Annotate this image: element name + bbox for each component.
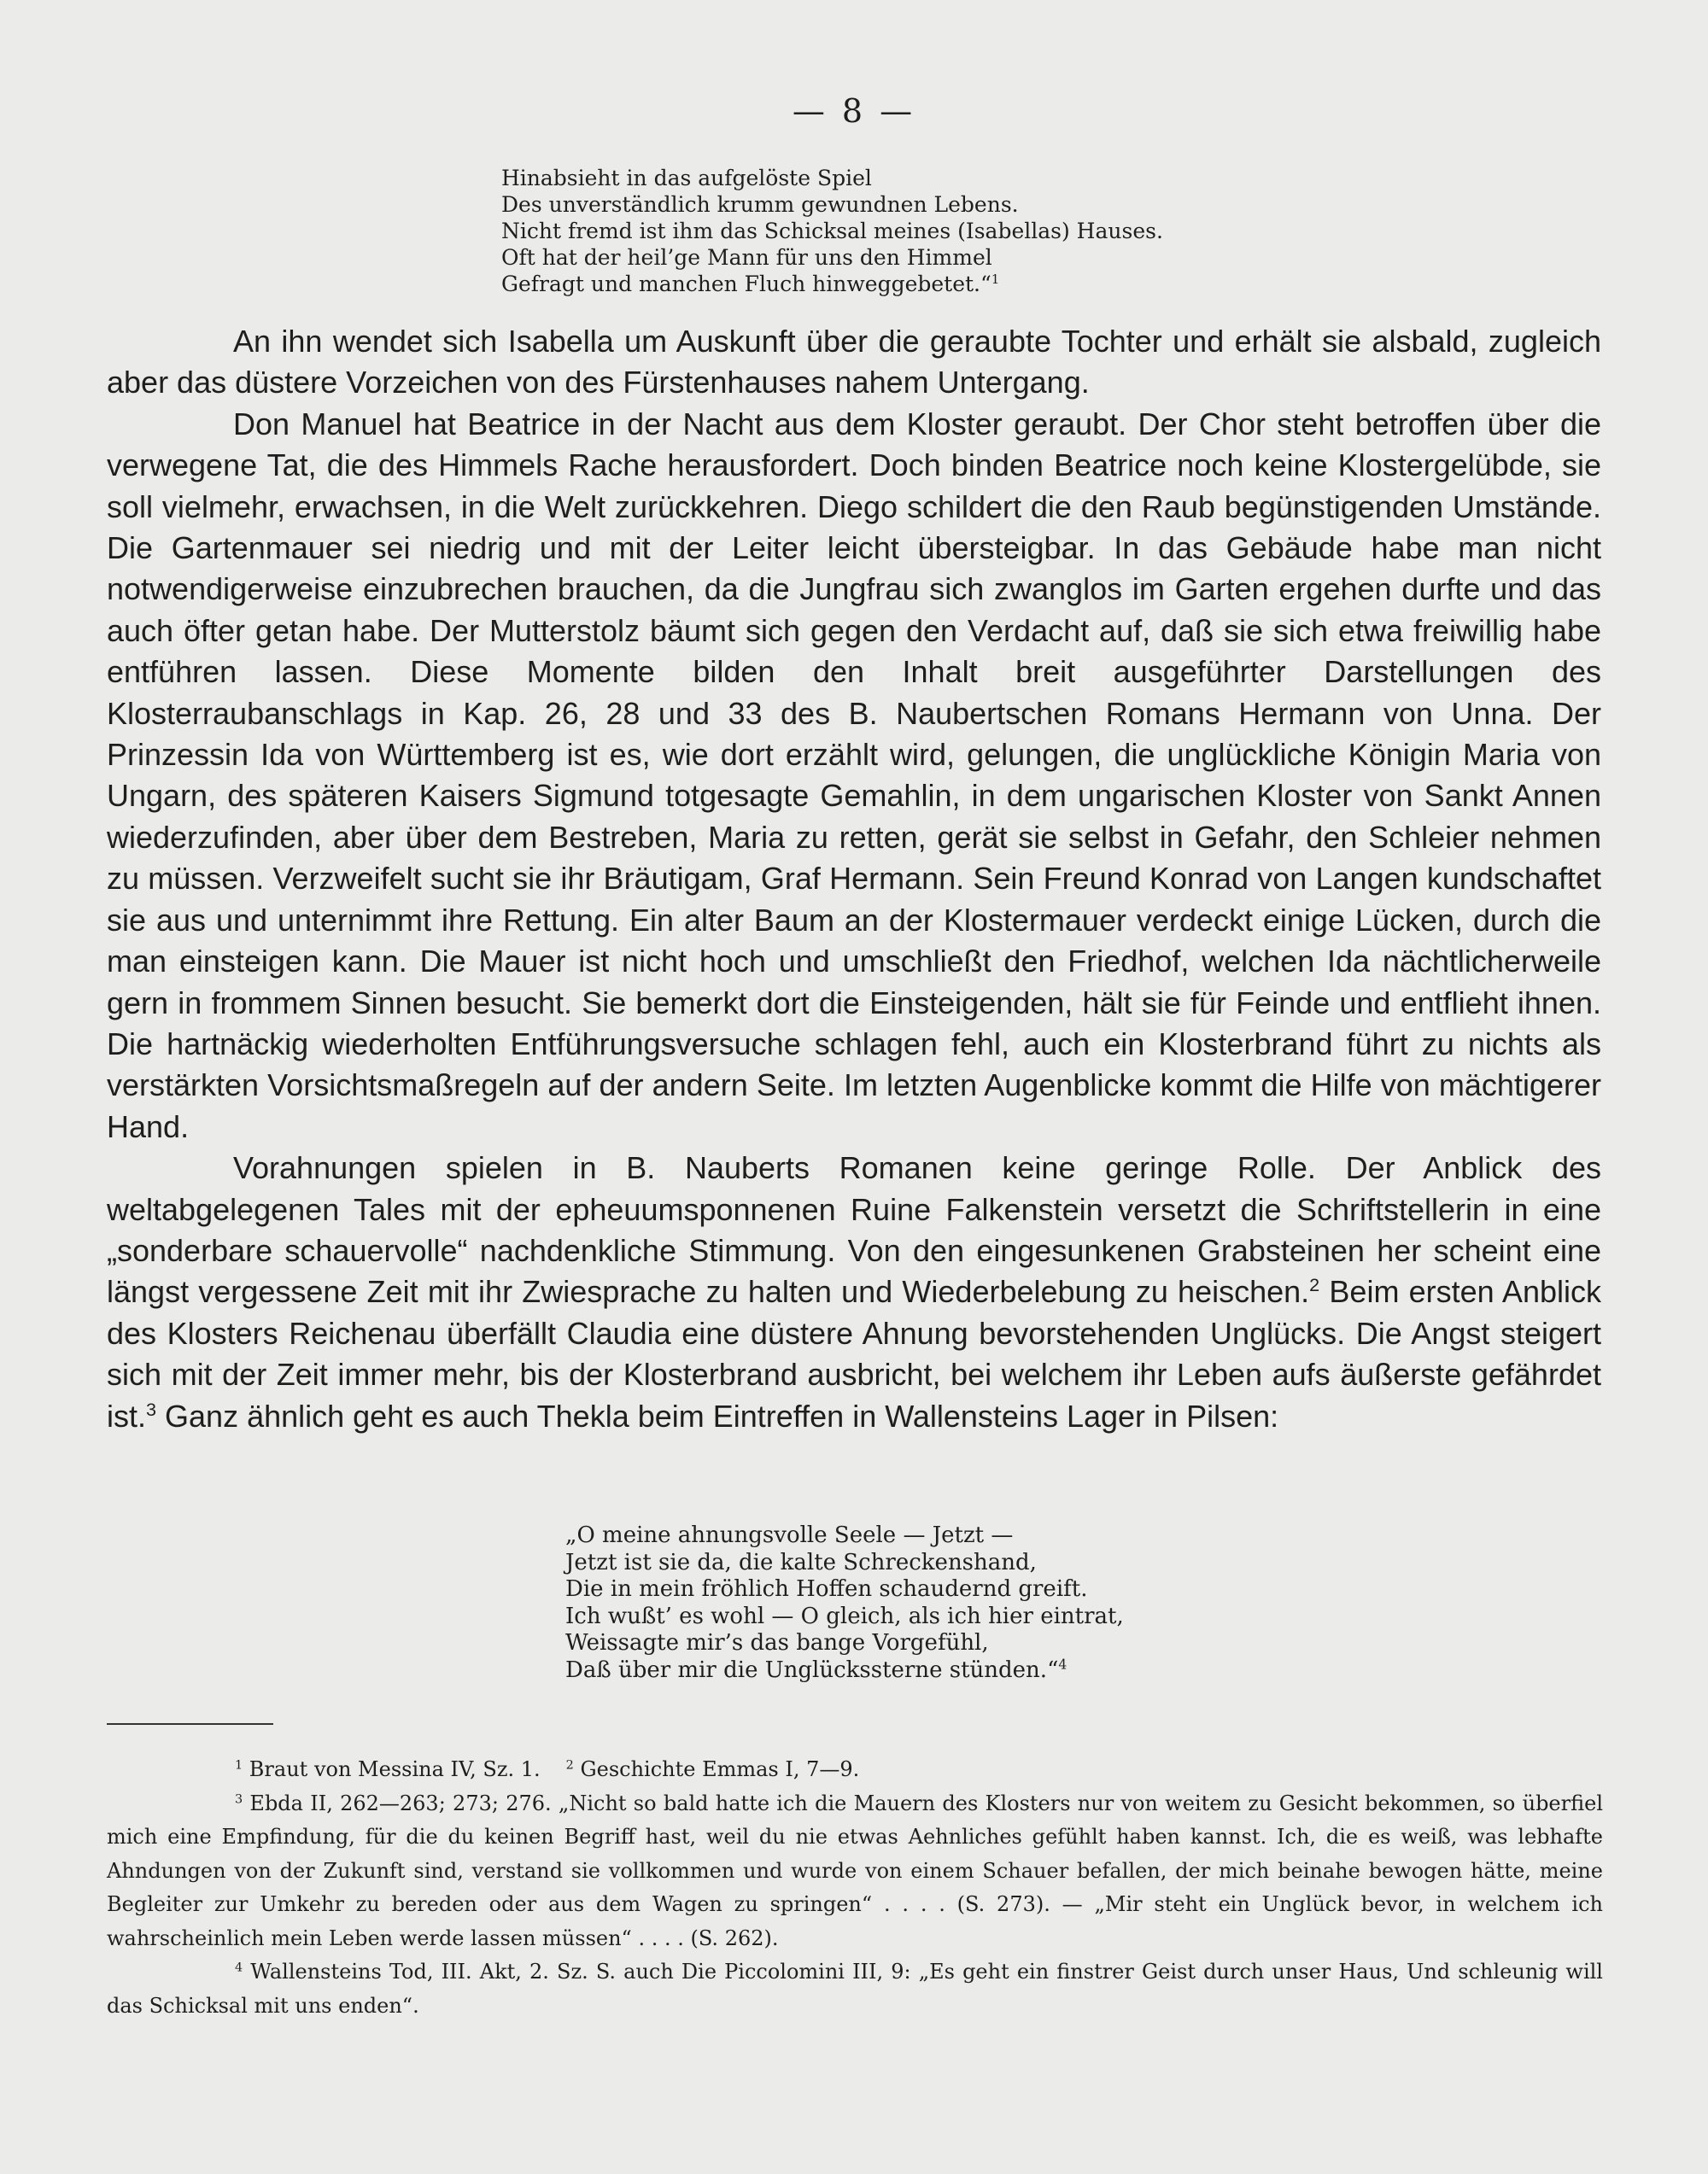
verse-line: „O meine ahnungsvolle Seele — Jetzt — xyxy=(565,1522,1014,1548)
verse-line: Gefragt und manchen Fluch hinweggebetet.“$^1$ xyxy=(501,272,1000,296)
footnote-ref: 2 xyxy=(1309,1274,1320,1296)
footnote: $^1$ Braut von Messina IV, Sz. 1. $^2$ Geschichte Emmas I, 7—9. xyxy=(235,1757,860,1781)
verse-quote-messina xyxy=(501,165,1163,297)
verse-line: Nicht fremd ist ihm das Schicksal meines (Isabellas) Hauses. xyxy=(501,219,1163,243)
verse-line: Des unverständlich krumm gewundnen Lebens. xyxy=(501,192,1019,217)
footnote-divider xyxy=(107,1723,273,1725)
verse-line: Jetzt ist sie da, die kalte Schreckenshand, xyxy=(565,1549,1037,1575)
footnotes xyxy=(107,1753,1603,2023)
verse-line: Die in mein fröhlich Hoffen schaudernd greift. xyxy=(565,1576,1088,1602)
verse-line: Daß über mir die Unglückssterne stünden.“$^4$ xyxy=(565,1657,1068,1683)
footnote-ref: 4 xyxy=(1058,1657,1068,1673)
verse-line: Weissagte mir’s das bange Vorgefühl, xyxy=(565,1630,989,1656)
verse-quote-wallenstein xyxy=(565,1522,1124,1684)
main-text xyxy=(107,321,1601,1437)
paragraph: Vorahnungen spielen in B. Nauberts Romanen keine geringe Rolle. Der Anblick des weltabgelegenen Tales mit der epheuumsponnenen Ruine Falkenstein versetzt die Schriftstellerin in eine „sonderbare schauervolle“ nachdenkliche Stimmung. Von den eingesunkenen Grabsteinen her scheint eine längst vergessene Zeit mit ihr Zwiesprache zu halten und Wiederbelebung zu heischen.$^2$ Beim ersten Anblick des Klosters Reichenau überfällt Claudia eine düstere Ahnung bevorstehenden Unglücks. Die Angst steigert sich mit der Zeit immer mehr, bis der Klosterbrand ausbricht, bei welchem ihr Leben aufs äußerste gefährdet ist.$^3$ Ganz ähnlich geht es auch Thekla beim Eintreffen in Wallensteins Lager in Pilsen: xyxy=(107,1150,1601,1434)
paragraph: Don Manuel hat Beatrice in der Nacht aus dem Kloster geraubt. Der Chor steht betroffen über die verwegene Tat, die des Himmels Rache herausfordert. Doch binden Beatrice noch keine Klostergelübde, sie soll vielmehr, erwachsen, in die Welt zurückkehren. Diego schildert die den Raub begünstigenden Umstände. Die Gartenmauer sei niedrig und mit der Leiter leicht übersteigbar. In das Gebäude habe man nicht notwendigerweise einzubrechen brauchen, da die Jungfrau sich zwanglos im Garten ergehen durfte und das auch öfter getan habe. Der Mutterstolz bäumt sich gegen den Verdacht auf, daß sie sich etwa freiwillig habe entführen lassen. Diese Momente bilden den Inhalt breit ausgeführter Darstellungen des Klosterraubanschlags in Kap. 26, 28 und 33 des B. Naubertschen Romans Hermann von Unna. Der Prinzessin Ida von Württemberg ist es, wie dort erzählt wird, gelungen, die unglückliche Königin Maria von Ungarn, des späteren Kaisers Sigmund totgesagte Gemahlin, in dem ungarischen Kloster von Sankt Annen wiederzufinden, aber über dem Bestreben, Maria zu retten, gerät sie selbst in Gefahr, den Schleier nehmen zu müssen. Verzweifelt sucht sie ihr Bräutigam, Graf Hermann. Sein Freund Konrad von Langen kundschaftet sie aus und unternimmt ihre Rettung. Ein alter Baum an der Klostermauer verdeckt einige Lücken, durch die man einsteigen kann. Die Mauer ist nicht hoch und umschließt den Friedhof, welchen Ida nächtlicherweile gern in frommem Sinnen besucht. Sie bemerkt dort die Einsteigenden, hält sie für Feinde und entflieht ihnen. Die hartnäckig wiederholten Entführungsversuche schlagen fehl, auch ein Klosterbrand führt zu nichts als verstärkten Vorsichtsmaßregeln auf der andern Seite. Im letzten Augenblicke kommt die Hilfe von mächtigerer Hand. xyxy=(107,406,1601,1144)
footnote: $^4$ Wallensteins Tod, III. Akt, 2. Sz. S. auch Die Piccolomini III, 9: „Es geht ein finstrer Geist durch unser Haus, Und schleunig will das Schicksal mit uns enden“. xyxy=(107,1960,1603,2018)
page-number: — 8 — xyxy=(792,92,916,130)
footnote-ref: 1 xyxy=(991,272,1000,287)
verse-line: Ich wußt’ es wohl — O gleich, als ich hier eintrat, xyxy=(565,1603,1124,1629)
paragraph: An ihn wendet sich Isabella um Auskunft über die geraubte Tochter und erhält sie alsbald, zugleich aber das düstere Vorzeichen von des Fürstenhauses nahem Untergang. xyxy=(107,324,1601,400)
footnote: $^3$ Ebda II, 262—263; 273; 276. „Nicht so bald hatte ich die Mauern des Klosters nur von weitem zu Gesicht bekommen, so überfiel mich eine Empfindung, für die du keinen Begriff hast, weil du nie etwas Aehnliches gefühlt haben kannst. Ich, die es weiß, was lebhafte Ahndungen von der Zukunft sind, verstand sie vollkommen und wurde von einem Schauer befallen, der mich beinahe bewogen hätte, meine Begleiter zur Umkehr zu bereden oder aus dem Wagen zu springen“ . . . . (S. 273). — „Mir steht ein Unglück bevor, in welchem ich wahrscheinlich mein Leben werde lassen müssen“ . . . . (S. 262). xyxy=(107,1791,1603,1950)
footnote-ref: 3 xyxy=(146,1398,157,1420)
verse-line: Oft hat der heil’ge Mann für uns den Himmel xyxy=(501,245,992,270)
verse-line: Hinabsieht in das aufgelöste Spiel xyxy=(501,166,872,190)
